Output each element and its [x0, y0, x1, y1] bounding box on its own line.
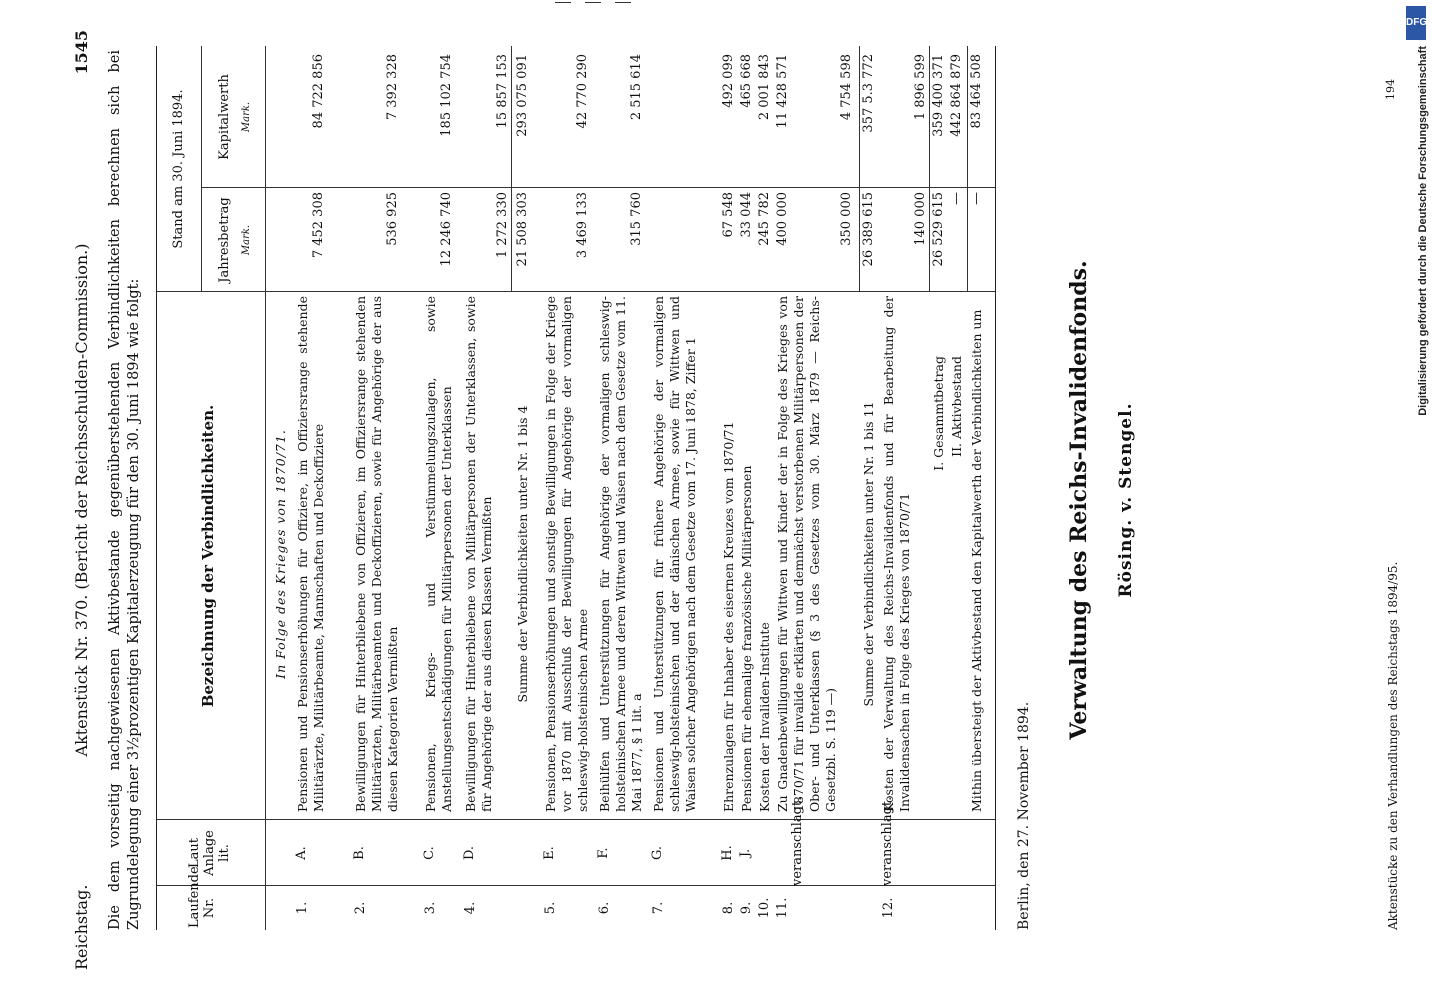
- row-anlage: C.: [422, 846, 437, 860]
- footer-sheet-number: 194: [1384, 79, 1397, 100]
- row-description: Bewilligungen für Hinterbliebene von Militärpersonen der Unterklassen, sowie für Angehörige der aus diesen Klassen Vermißten: [463, 296, 494, 812]
- authority-title: Verwaltung des Reichs-Invalidenfonds.: [1066, 260, 1092, 740]
- row-number: 5.: [543, 901, 558, 915]
- header-stand: Stand am 30. Juni 1894.: [171, 89, 186, 249]
- header-jahres-unit: Mark.: [241, 224, 252, 256]
- row-number: 10.: [757, 897, 772, 919]
- row-anlage: H.: [720, 845, 735, 861]
- row-jahresbetrag: 315 760: [629, 192, 644, 246]
- row-number: 11.: [775, 897, 790, 919]
- sum-jahresbetrag: 26 389 615: [861, 192, 876, 267]
- row-number: 2.: [353, 901, 368, 915]
- header-jahresbetrag: Jahresbetrag: [217, 197, 232, 283]
- row-kapitalwerth: 7 392 328: [385, 54, 400, 121]
- row-description: Zu Gnadenbewilligungen für Wittwen und Kinder der in Folge des Krieges von 1870/71 für invalide erklärten und demnächst verstorbenen Militärpersonen der Ober- und Unterklassen (§ 3 des Gesetzes vom 30. März 1879 — Reichs-Gesetzbl. S. 119 —): [775, 296, 838, 812]
- header-kapitalwerth: Kapitalwerth: [217, 74, 232, 160]
- row-kapitalwerth: 42 770 290: [575, 54, 590, 129]
- row-jahresbetrag: 3 469 133: [575, 192, 590, 259]
- row-kapitalwerth: 11 428 571 4 754 598: [775, 54, 854, 129]
- header-anlage: Laut Anlage lit.: [187, 830, 232, 876]
- total-kapitalwerth: 442 864 879: [949, 54, 964, 137]
- row-number: 4.: [463, 901, 478, 915]
- funding-note: [1405, 6, 1429, 591]
- total-jahresbetrag: 26 529 615: [931, 192, 946, 267]
- signatories: Rösing. v. Stengel.: [1116, 402, 1136, 598]
- row-description: Kosten der Verwaltung des Reichs-Invalidenfonds und für Bearbeitung der Invalidensachen in Folge des Krieges von 1870/71: [881, 296, 912, 812]
- row-kapitalwerth: 2 001 843: [757, 54, 772, 121]
- total-label: I. Gesammtbetrag: [931, 356, 946, 471]
- date-line: Berlin, den 27. November 1894.: [1016, 701, 1032, 930]
- row-description: Beihülfen und Unterstützungen für Angehörige der vormaligen schleswig-holsteinischen Armee und deren Wittwen und Waisen nach dem Gesetze vom 11. Mai 1877, § 1 lit. a: [597, 296, 644, 812]
- row-number: 9.: [739, 901, 754, 915]
- sum-kapitalwerth: 293 075 091: [515, 54, 530, 137]
- row-jahresbetrag: 140 000: [913, 192, 928, 246]
- row-jahresbetrag: 67 548: [721, 192, 736, 238]
- row-jahresbetrag: 536 925: [385, 192, 400, 246]
- row-jahresbetrag: 400 000 350 000: [775, 192, 854, 246]
- funding-text: Digitalisierung gefördert durch die Deutsche Forschungsgemeinschaft: [1417, 46, 1429, 416]
- page-header: [72, 30, 96, 970]
- intro-paragraph: Die dem vorseitig nachgewiesenen Aktivbestande gegenüberstehenden Verbindlichkeiten berechnen sich bei Zugrundelegung einer 3½prozentigen Kapitalerzeugung für den 30. Juni 1894 wie folgt:: [107, 50, 142, 930]
- total-jahresbetrag: —: [949, 192, 964, 205]
- row-description: Pensionen und Unterstützungen für frühere Angehörige der vormaligen schleswig-holsteinischen und der dänischen Armee, sowie für Wittwen und Waisen solcher Angehörigen nach dem Gesetze vom 17. Juni 1878, Ziffer 1: [651, 296, 698, 812]
- row-jahresbetrag: 12 246 740: [439, 192, 454, 267]
- row-kapitalwerth: 84 722 856: [311, 54, 326, 129]
- row-number: 1.: [295, 901, 310, 915]
- row-kapitalwerth: 492 099: [721, 54, 736, 108]
- row-number: 8.: [721, 901, 736, 915]
- header-laufende-nr: Laufende Nr.: [187, 866, 217, 928]
- row-kapitalwerth: 1 896 599: [913, 54, 928, 121]
- row-anlage: B.: [352, 846, 367, 860]
- row-description: Kosten der Invaliden-Institute: [757, 622, 772, 812]
- row-anlage: G.: [650, 845, 665, 861]
- final-jahresbetrag: —: [969, 192, 984, 205]
- row-jahresbetrag: 1 272 330: [495, 192, 510, 259]
- row-anlage: veranschlagt.: [790, 796, 805, 886]
- row-description: Pensionen für ehemalige französische Militärpersonen: [739, 465, 754, 812]
- sum-label: Summe der Verbindlichkeiten unter Nr. 1 bis 4: [515, 405, 530, 703]
- footer-source: Aktenstücke zu den Verhandlungen des Reichstags 1894/95.: [1386, 561, 1400, 930]
- row-anlage: J.: [738, 848, 753, 858]
- sum-jahresbetrag: 21 508 303: [515, 192, 530, 267]
- row-number: 12.: [881, 897, 896, 919]
- row-kapitalwerth: 15 857 153: [495, 54, 510, 129]
- row-kapitalwerth: 185 102 754: [439, 54, 454, 137]
- dfg-logo: DFG: [1406, 6, 1426, 40]
- sum-label: Summe der Verbindlichkeiten unter Nr. 1 bis 11: [861, 401, 876, 707]
- sum-kapitalwerth: 357 5.3 772: [861, 54, 876, 133]
- final-label: Mithin übersteigt der Aktivbestand den Kapitalwerth der Verbindlichkeiten um: [969, 309, 984, 812]
- row-number: 6.: [597, 901, 612, 915]
- liabilities-table: [156, 46, 996, 930]
- header-left: Reichstag.: [72, 884, 91, 970]
- row-number: 7.: [651, 901, 666, 915]
- header-kapital-unit: Mark.: [241, 101, 252, 133]
- row-description: Pensionen und Pensionserhöhungen für Offiziere, im Offiziersrange stehende Militärärzte, Militärbeamte, Mannschaften und Deckoffiziere: [295, 296, 326, 812]
- page-number: 1545: [72, 30, 91, 75]
- row-kapitalwerth: 465 668: [739, 54, 754, 108]
- header-center: Aktenstück Nr. 370. (Bericht der Reichsschulden-Commission.): [72, 243, 91, 757]
- row-number: 3.: [423, 901, 438, 915]
- document-page: [6, 10, 1426, 990]
- row-anlage: E.: [542, 846, 557, 860]
- final-kapitalwerth: 83 464 508: [969, 54, 984, 129]
- row-jahresbetrag: 245 782: [757, 192, 772, 246]
- row-jahresbetrag: 33 044: [739, 192, 754, 238]
- scan-marks: [555, 0, 635, 6]
- section-title: In Folge des Krieges von 1870/71.: [273, 429, 288, 679]
- row-kapitalwerth: 2 515 614: [629, 54, 644, 121]
- row-description: Pensionen, Pensionserhöhungen und sonstige Bewilligungen in Folge der Kriege vor 1870 mit Ausschluß der Bewilligungen für Angehörige der vormaligen schleswig-holsteinischen Armee: [543, 296, 590, 812]
- row-description: Ehrenzulagen für Inhaber des eisernen Kreuzes vom 1870/71: [721, 421, 736, 812]
- row-anlage: veranschlagt.: [880, 796, 895, 886]
- total-kapitalwerth: 359 400 371: [931, 54, 946, 137]
- row-anlage: D.: [462, 845, 477, 861]
- row-anlage: A.: [294, 846, 309, 860]
- header-bezeichnung: Bezeichnung der Verbindlichkeiten.: [199, 404, 217, 708]
- total-label: II. Aktivbestand: [949, 356, 964, 457]
- row-description: Pensionen, Kriegs- und Verstümmelungszulagen, sowie Anstellungsentschädigungen für Militärpersonen der Unterklassen: [423, 296, 454, 812]
- row-anlage: F.: [596, 847, 611, 859]
- row-description: Bewilligungen für Hinterbliebene von Offizieren, im Offiziersrange stehenden Militärärzten, Militärbeamten und Deckoffizieren, sowie für Angehörige der aus diesen Kategorien Vermißten: [353, 296, 400, 812]
- row-jahresbetrag: 7 452 308: [311, 192, 326, 259]
